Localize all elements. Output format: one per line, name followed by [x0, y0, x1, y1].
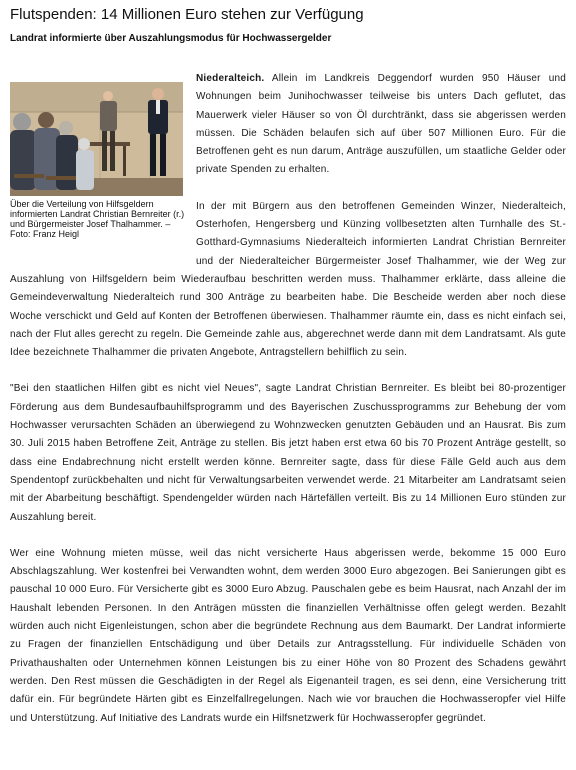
article-headline: Flutspenden: 14 Millionen Euro stehen zur Verfügung: [10, 6, 364, 23]
dateline: Niederalteich.: [196, 73, 265, 84]
article-paragraph: In der mit Bürgern aus den betroffenen Gemeinden Winzer, Niederalteich, Osterhofen, Hengersberg und Künzing vollbesetzten alten Turnhalle des St.-Gotthard-Gymnasiums Niederalteich informierten Landrat Christian Bernreiter und der Niederalteicher Bürgermeister Josef Thalhammer, wie der Weg zur Auszahlung von Hilfsgeldern beim Wiederaufbau beschritten werden muss. Thalhammer erklärte, dass alleine die Gemeindeverwaltung Niederalteich rund 300 Anträge zu bearbeiten habe. Die Bescheide werden aber noch diese Woche verschickt und Geld auf Konten der Betroffenen überwiesen. Thalhammer räumte ein, dass es nicht einfach sei, nach der Flut alles gerecht zu regeln. Die Gemeinde zahle aus, abgerechnet werde dann mit dem Landratsamt. Als gute Idee bezeichnete Thalhammer die privaten Angebote, Antragstellern behilflich zu sein.: [10, 200, 566, 359]
article-body: [10, 70, 566, 746]
photo-caption: Über die Verteilung von Hilfsgeldern informierten Landrat Christian Bernreiter (r.) und Bürgermeister Josef Thalhammer. – Foto: Franz Heigl: [10, 199, 185, 239]
photo-float-spacer: [10, 70, 196, 260]
paragraph-text: Allein im Landkreis Deggendorf wurden 950 Häuser und Wohnungen beim Junihochwasser teilweise bis unters Dach geflutet, das Mauerwerk vieler Häuser so von Öl durchtränkt, dass sie abgerissen werden müssen. Die Schäden belaufen sich auf über 507 Millionen Euro. Für die Betroffenen geht es nun darum, Anträge auszufüllen, um staatliche Gelder oder private Spenden zu erhalten.: [196, 73, 566, 176]
article-paragraph: Wer eine Wohnung mieten müsse, weil das nicht versicherte Haus abgerissen werde, bekomme 15 000 Euro Abschlagszahlung. Wer kostenfrei bei Verwandten wohnt, dem werden 3000 Euro abgezogen. Bei Sanierungen gibt es pauschal 10 000 Euro. Für Versicherte gibt es 3000 Euro Abzug. Pauschalen gebe es beim Hausrat, nach Anzahl der im Haushalt lebenden Personen. In den Anträgen müssten die finanziellen Verhältnisse offen gelegt werden. Bezahlt würden auch nicht Eigenleistungen, schon aber die begründete Rechnung aus dem Baumarkt. Der Landrat informierte zu Fragen der finanziellen Entschädigung und über Details zur Antragsstellung. Für individuelle Schäden von Privathaushalten oder Unternehmen können Leistungen bis zu einer Höhe von 80 Prozent des Schadens gewährt werden. Den Rest müssen die Geschädigten in der Regel als Eigenanteil tragen, es sei denn, eine Versicherung tritt dafür ein. Für begründete Härten gibt es Einzelfallregelungen. Nach wie vor brauchen die Hochwasseropfer viel Hilfe und Unterstützung. Auf Initiative des Landrats wurde ein Hilfsnetzwerk für Hochwasseropfer gegründet.: [10, 547, 566, 724]
article-subheadline: Landrat informierte über Auszahlungsmodus für Hochwassergelder: [10, 33, 332, 44]
article-paragraph: "Bei den staatlichen Hilfen gibt es nicht viel Neues", sagte Landrat Christian Bernreiter. Es bleibt bei 80-prozentiger Förderung aus dem Bundesaufbauhilfsprogramm und des Bayerischen Zuschussprogramms zur Behebung der vom Hochwasser verursachten Schäden an überwiegend zu Wohnzwecken genutzten Gebäuden und an Hausrat. Bis zum 30. Juli 2015 haben Betroffene Zeit, Anträge zu stellen. Bis jetzt haben erst etwa 60 bis 70 Prozent Anträge gestellt, so dass eine Endabrechnung nicht erstellt werden könne. Bernreiter sagte, dass für diese Fälle Geld auch aus dem Spendentopf zurückbehalten und nicht für Verwaltungsarbeiten verwendet werde. 21 Mitarbeiter am Landratsamt seien mit der Abarbeitung beschäftigt. Spendengelder würden nach Härtefällen verteilt. Bis zu 14 Millionen Euro stünden zur Auszahlung bereit.: [10, 383, 566, 523]
